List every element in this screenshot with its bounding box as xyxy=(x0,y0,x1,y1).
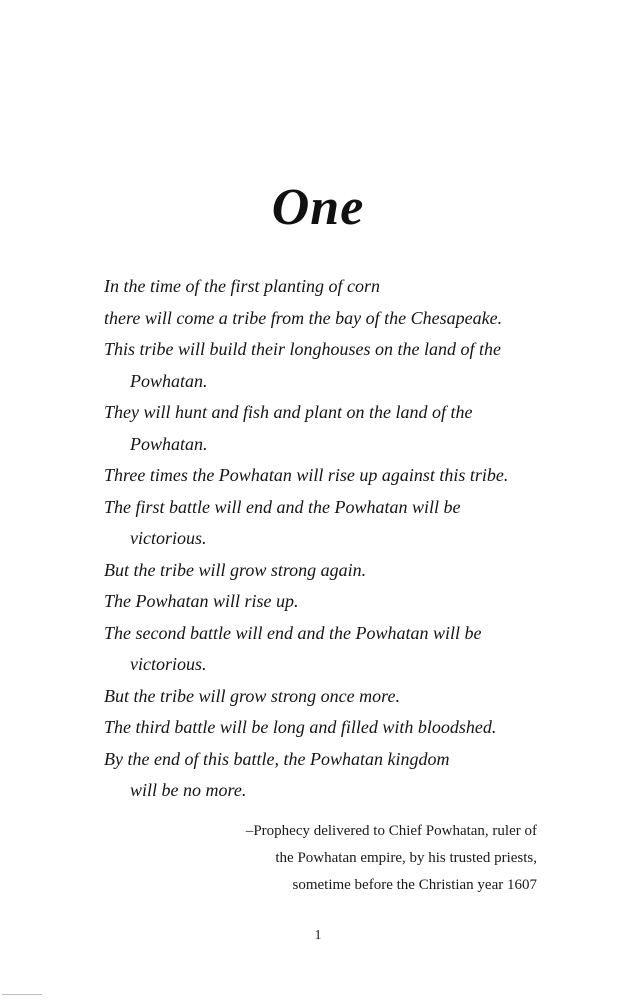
poem-line: Three times the Powhatan will rise up against this tribe. xyxy=(104,465,509,485)
poem-line: They will hunt and fish and plant on the land of the xyxy=(104,402,473,422)
poem-line: there will come a tribe from the bay of the Chesapeake. xyxy=(104,307,503,328)
attribution xyxy=(117,818,537,899)
poem-line: victorious. xyxy=(130,654,207,674)
poem-line: will be no more. xyxy=(130,780,247,800)
poem-line: Powhatan. xyxy=(130,370,208,391)
poem-line: The second battle will end and the Powhatan will be xyxy=(104,622,482,643)
page-number: 1 xyxy=(314,928,322,943)
attribution-line: sometime before the Christian year 1607 xyxy=(292,877,537,893)
attribution-line: –Prophecy delivered to Chief Powhatan, ruler of xyxy=(245,823,537,839)
prophecy-poem xyxy=(104,271,574,807)
poem-line: victorious. xyxy=(130,528,207,548)
poem-line: But the tribe will grow strong again. xyxy=(104,559,367,580)
attribution-line: the Powhatan empire, by his trusted priests, xyxy=(275,850,537,866)
chapter-title: One xyxy=(271,178,365,236)
poem-line: In the time of the first planting of corn xyxy=(104,276,380,296)
corner-rule xyxy=(2,994,42,995)
poem-line: By the end of this battle, the Powhatan kingdom xyxy=(104,748,450,769)
poem-line: This tribe will build their longhouses on the land of the xyxy=(104,339,502,359)
poem-line: The third battle will be long and filled with bloodshed. xyxy=(104,717,497,737)
poem-line: The Powhatan will rise up. xyxy=(104,591,299,611)
poem-line: The first battle will end and the Powhatan will be xyxy=(104,496,461,517)
poem-line: Powhatan. xyxy=(130,433,208,454)
poem-line: But the tribe will grow strong once more. xyxy=(104,685,400,706)
